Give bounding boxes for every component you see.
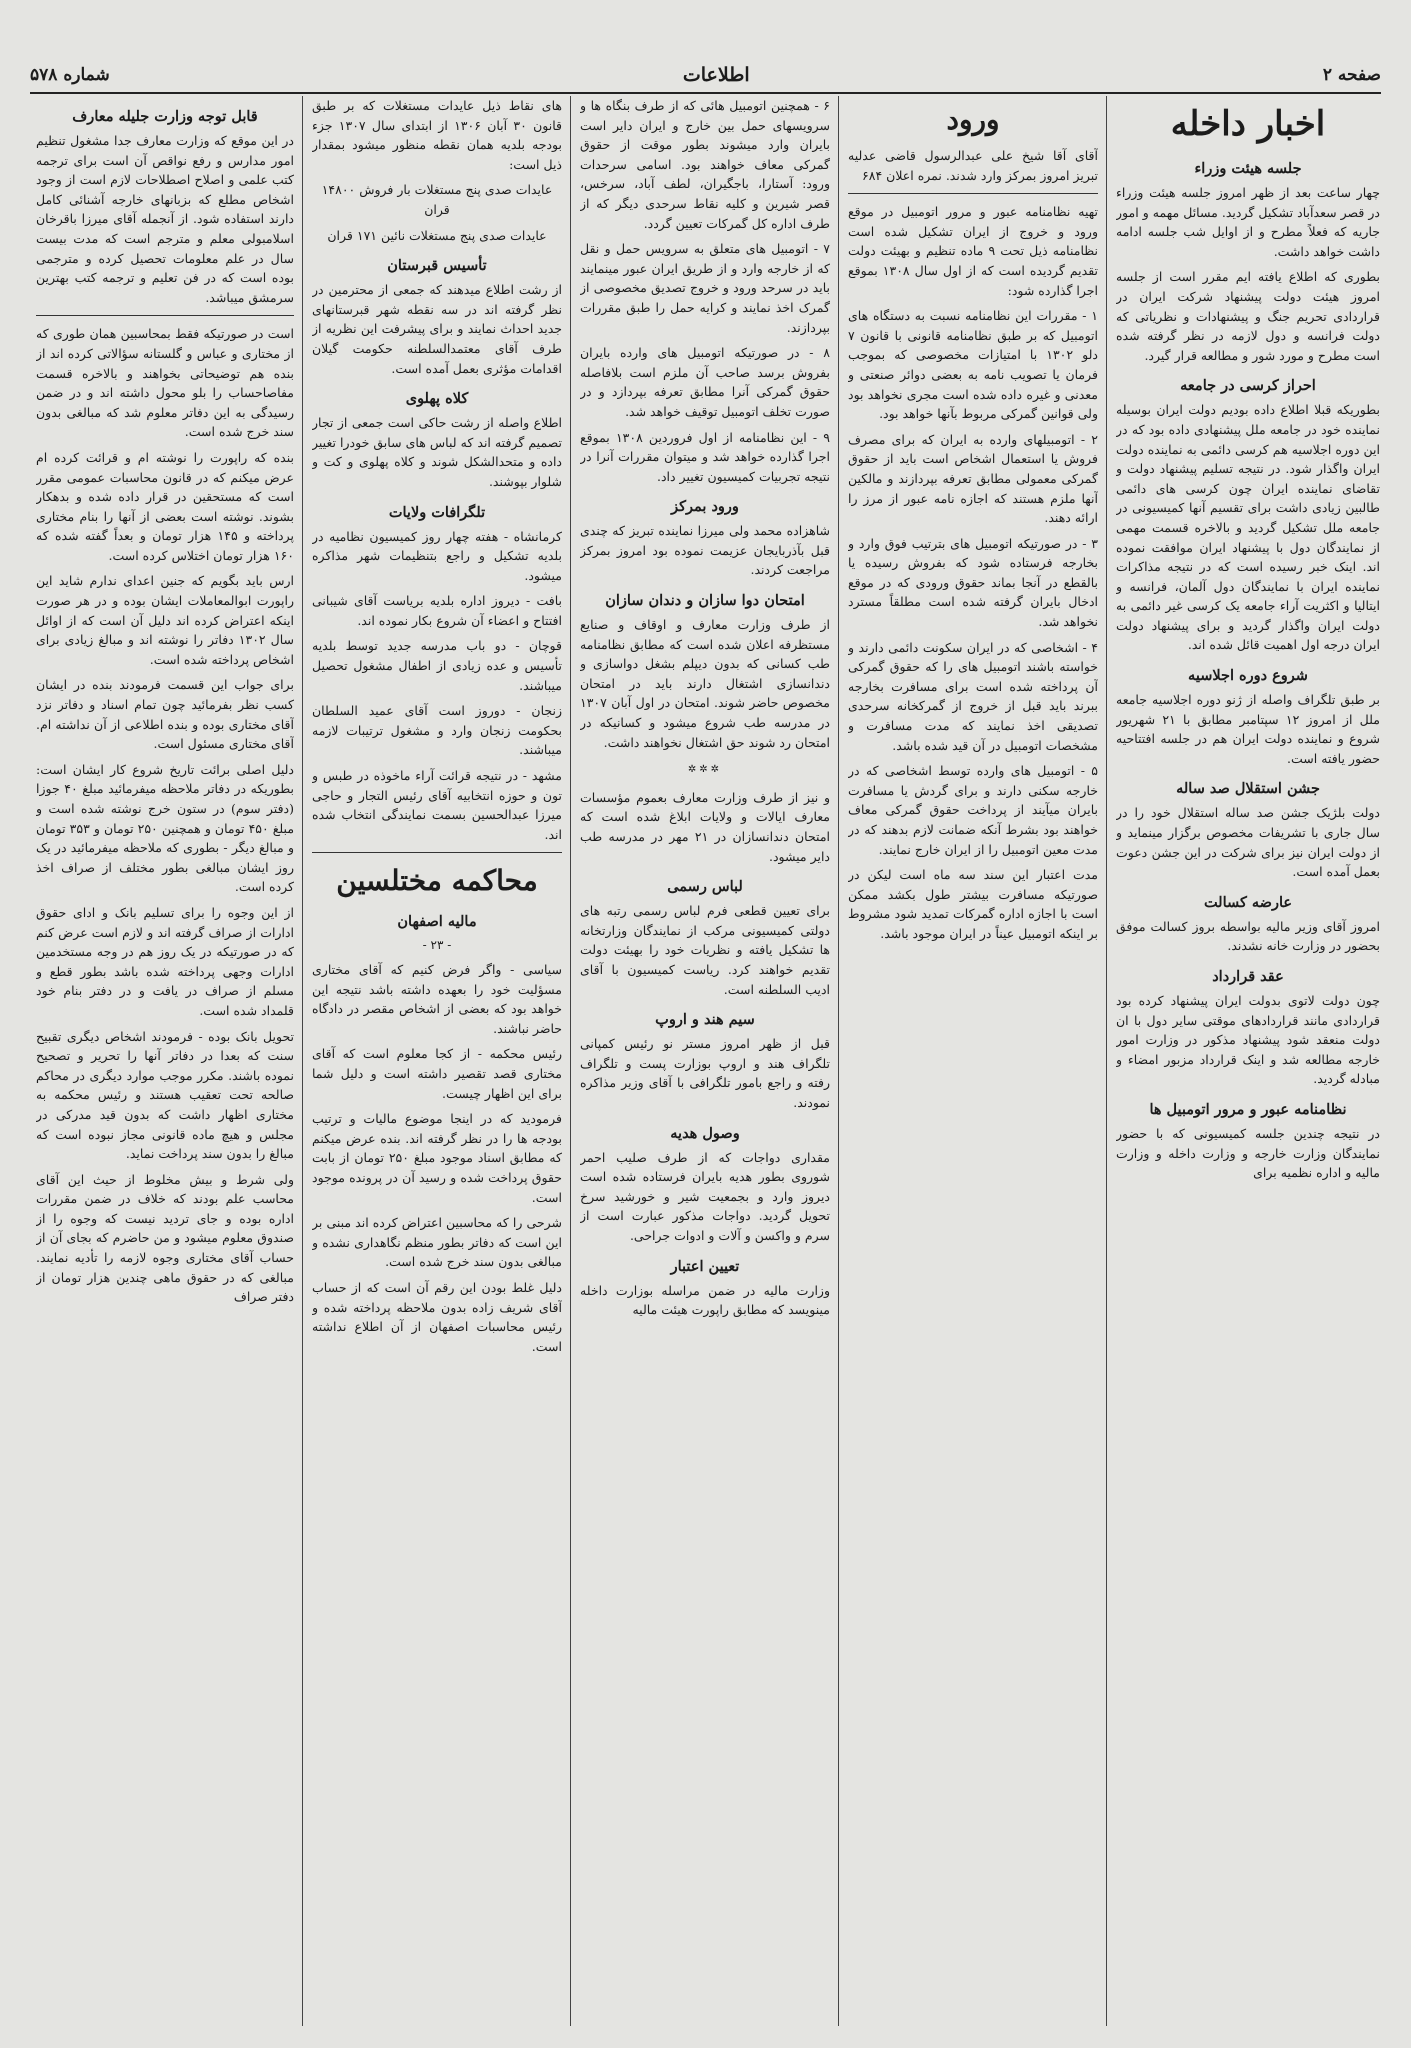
article-text: فرمودید که در اینجا موضوع مالیات و ترتیب بودجه ها را در نظر گرفته اند. بنده عرض میکنم که مطابق اسناد موجود مبلغ ۲۵۰ تومان از بابت حقوق پرداخت شده و رسید آن در پرونده موجود است. (312, 1111, 562, 1205)
article-text: عایدات صدی پنج مستغلات بار فروش ۱۴۸۰۰ قران (321, 182, 553, 217)
article-text: زنجان - دوروز است آقای عمید السلطان بحکومت زنجان وارد و مشغول ترتیبات لازمه میباشند. (312, 703, 562, 758)
article-text: سیاسی - واگر فرض کنیم که آقای مختاری مسؤلیت خود را بعهده داشته باشد نتیجه این خواهد بود که بعضی از اشخاص مقصر در دادگاه حاضر نباشند. (312, 962, 562, 1036)
article-text: ۳ - در صورتیکه اتومبیل های بترتیب فوق وارد و بخارجه فرستاده شود که بفروش رسیده یا بالقطع در آنجا بماند حقوق ورودی که در موقع ادخال بایران گرفته شده است مطلقاً مسترد نخواهد شد. (848, 535, 1098, 630)
column-rule (570, 96, 571, 2026)
paper-name: اطلاعات (682, 64, 750, 86)
article-text: بطوری که اطلاع یافته ایم مقرر است از جلسه امروز هیئت دولت پیشنهاد شرکت ایران در قراردادی تحریم جنگ و پیشنهادات و نظریاتی که دولت فرانسه و دول لازمه در نظر گرفته شده است مطرح و مورد شور و مطالعه قرار گیرد. (1116, 269, 1380, 363)
column-arrivals (848, 96, 1098, 2026)
column-domestic-news (1116, 96, 1380, 2026)
headline-exam: امتحان دوا سازان و دندان سازان (605, 592, 805, 610)
divider (848, 193, 1098, 194)
article-text: دلیل اصلی برائت تاریخ شروع کار ایشان است: بطوریکه در دفاتر ملاحظه میفرمائید مبلغ ۴۰ جوزا (دفتر سوم) در ستون خرج نوشته شده است و مبلغ ۴۵۰ تومان و همچنین ۲۵۰ تومان و ۳۵۳ تومان و مبالغ دیگر - بطوری که ملاحظه میفرمائید در یک روز ایشان مبالغی بطور مختلف از صراف اخذ کرده است. (36, 761, 294, 895)
column-regulations (580, 96, 830, 2026)
headline-cabinet: جلسه هیئت وزراء (1194, 160, 1302, 177)
headline-cemetery: تأسیس قبرستان (387, 257, 487, 275)
column-provinces (312, 96, 562, 2026)
article-text: ۲ - اتومبیلهای وارده به ایران که برای مصرف فروش یا استعمال اشخاص است باید از حقوق گمرکی معمولی مطابق تعرفه بپردازند و مالکین آنها ملزم هستند که اجازه نامه عبور از مرز را ارائه دهند. (848, 431, 1098, 526)
article-text: عایدات صدی پنج مستغلات نائین ۱۷۱ قران (327, 227, 547, 243)
article-text: ارس باید بگویم که جنین اعدای ندارم شاید این راپورت ابوالمعاملات ایشان بوده و در هر صورت اینکه اعتراض کرده اند دلیل آن است که از اوائل سال ۱۳۰۲ دفاتر را نوشته اند و مبالغ زیادی برای اشخاص پرداخته شده است. (36, 573, 294, 667)
article-text: برای جواب این قسمت فرمودند بنده در ایشان کسب نظر بفرمائید چون تمام اسناد و دفاتر نزد آقای مختاری بوده و بنده اطلاعی از آن نداشته ام. آقای مختاری مسئول است. (36, 677, 294, 752)
article-text: و نیز از طرف وزارت معارف بعموم مؤسسات معارف ایالات و ولایات ابلاغ شده است که امتحان دندانسازان در ۲۱ مهر در مدرسه طب دایر میشود. (580, 789, 830, 864)
article-text: بر طبق تلگراف واصله از ژنو دوره اجلاسیه جامعه ملل از امروز ۱۲ سپتامبر مطابق با ۲۱ شهریور شروع و نماینده دولت ایران هم در جلسه افتتاحیه حضور یافته است. (1116, 692, 1380, 766)
article-text: در نتیجه چندین جلسه کمیسیونی که با حضور نمایندگان وزارت خارجه و وزارت داخله و وزارت مالیه و اداره نظمیه برای (1116, 1125, 1380, 1181)
headline-budget: تعیین اعتبار (670, 1257, 740, 1275)
masthead (30, 58, 1381, 94)
article-text: در این موقع که وزارت معارف جدا مشغول تنظیم امور مدارس و رفع نواقص آن است برای ترجمه کتب علمی و اصلاح اصطلاحات لازم است از وجود اشخاص مطلع که بزبانهای خارجه آشنائی کامل دارند استفاده شود. از آنجمله آقای میرزا باقرخان اسلامبولی معلم و مترجم است که مدت بیست سال در علم معلومات تحصیل کرده و مترجمی بوده است که در فن تعلیم و ترجمه کتب بهترین سرمشق میباشد. (36, 133, 294, 305)
trial-subtitle: مالیه اصفهان (397, 913, 477, 931)
issue-number: شماره ۵۷۸ (30, 65, 110, 85)
trial-number: - ۲۳ - (422, 938, 452, 953)
article-text: چهار ساعت بعد از ظهر امروز جلسه هیئت وزراء در قصر سعدآباد تشکیل گردید. مسائل مهمه و امور جاریه که فعلاً مطرح و از اوایل شب جلسه ادامه داشت خواهد داشت. (1116, 185, 1380, 259)
column-rule (1106, 96, 1107, 2026)
article-text: کرمانشاه - هفته چهار روز کمیسیون نظامیه در بلدیه تشکیل و راجع بتنظیمات شهر مذاکره میشود. (312, 528, 562, 583)
divider (36, 315, 294, 316)
headline-traffic: نظامنامه عبور و مرور اتومبیل ها (1149, 1100, 1347, 1118)
headline-session: شروع دوره اجلاسیه (1188, 667, 1308, 685)
columns (30, 96, 1380, 2036)
article-text: مدت اعتبار این سند سه ماه است لیکن در صورتیکه مسافرت بیشتر طول بکشد ممکن است با اجازه اداره گمرکات تمدید شود مشروط بر اینکه اتومبیل عیناً در ایران موجود باشد. (848, 867, 1098, 941)
separator-stars: ✲✲✲ (687, 764, 723, 776)
article-text: تهیه نظامنامه عبور و مرور اتومبیل در موقع ورود و خروج از ایران تشکیل شده است نظامنامه ذیل تحت ۹ ماده تنظیم و بهیئت دولت تقدیم گردیده است که از اول سال ۱۳۰۸ بموقع اجرا گذارده شود: (848, 204, 1098, 298)
headline-treaty: عقد قرارداد (1212, 968, 1284, 985)
article-text: شرحی را که محاسبین اعتراض کرده اند مبنی بر این است که دفاتر بطور منظم نگاهداری نشده و مبالغی بدون سند خرج شده است. (312, 1215, 562, 1270)
article-text: از این وجوه را برای تسلیم بانک و ادای حقوق ادارات از صراف گرفته اند و لازم است عرض کنم که در صورتیکه در یک روز هم در وجه مستخدمین ادارات وجهی پرداخته شده باشد بطور قطع و مسلم از صراف در یافت و در دفتر بنام خود قلمداد شده است. (36, 904, 294, 1018)
article-text: دلیل غلط بودن این رقم آن است که از حساب آقای شریف زاده بدون ملاحظه پرداخته شده و رئیس محاسبات اصفهان از آن اطلاع نداشته است. (312, 1279, 562, 1354)
article-text: اطلاع واصله از رشت حاکی است جمعی از تجار تصمیم گرفته اند که لباس های سابق خودرا تغییر داده و متحدالشکل شوند و کلاه پهلوی و کت و شلوار بپوشند. (312, 415, 562, 489)
page-number: صفحه ۲ (1322, 65, 1381, 85)
headline-gift: وصول هدیه (670, 1124, 740, 1142)
headline-uniform: لباس رسمی (667, 878, 743, 896)
article-text: ۸ - در صورتیکه اتومبیل های وارده بایران بفروش برسد صاحب آن ملزم است بلافاصله حقوق گمرکی آنرا مطابق تعرفه بپردازد و در صورت تخلف اتومبیل توقیف خواهد شد. (580, 345, 830, 419)
headline-telegraph: سیم هند و اروپ (655, 1011, 755, 1029)
article-text: مشهد - در نتیجه قرائت آراء ماخوذه در طبس و تون و حوزه انتخابیه آقای رئیس التجار و حاجی میرزا عبدالحسین بسمت نمایندگی انتخاب شده اند. (312, 768, 562, 842)
divider (312, 852, 562, 853)
article-text: بطوریکه قبلا اطلاع داده بودیم دولت ایران بوسیله نماینده خود در جامعه ملل پیشنهادی داده بود که در این دوره اجلاسیه هم کرسی دائمی به نماینده دولت ایران واگذار شود. در نتیجه تسلیم پیشنهاد دولت و تقاضای نماینده ایران چون کرسی های دائمی طالبین زیادی داشت برای تقسیم آنها کمیسیونی در جامعه ملل تشکیل گردید و بالاخره قسمت مهمی از نمایندگان دول با پیشنهاد ایران موافقت نموده اند. اینک خبر رسیده است که در نتیجه مذاکرات نماینده ایران با نمایندگان دول آلمان، فرانسه و ایتالیا و اکثریت آراء جامعه یک کرسی غیر دائمی به دولت ایران واگذار گردید و برای پیشنهاد دولت ایران درجه اول اهمیت قائل شده اند. (1116, 402, 1380, 653)
article-text: ۴ - اشخاصی که در ایران سکونت دائمی دارند و خواسته باشند اتومبیل های را که حقوق گمرکی آن پرداخته شده است برای مسافرت بخارجه ببرند باید قبل از خروج از گمرکخانه سرحدی تصدیقی اخذ نمایند که مدت مسافرت و مشخصات اتومبیل در آن قید شده باشد. (848, 639, 1098, 753)
article-text: رئیس محکمه - از کجا معلوم است که آقای مختاری قصد تقصیر داشته است و دلیل شما برای این اظهار چیست. (312, 1046, 562, 1101)
article-text: ولی شرط و بیش مخلوط از حیث این آقای محاسب علم بودند که خلاف در ضمن مقررات اداره بوده و جای تردید نیست که وجوه را از صندوق معلوم میشود و من حاضرم که بجای آن از حساب آقای مختاری وجوه لازمه را تأدیه نمایند. مبالغی که در حقوق ماهی چندین هزار تومان از دفتر صراف (36, 1171, 294, 1305)
article-text: ۹ - این نظامنامه از اول فروردین ۱۳۰۸ بموقع اجرا گذارده خواهد شد و میتوان مقررات آنرا در نتیجه تجربیات کمیسیون تغییر داد. (580, 429, 830, 484)
column-rule (838, 96, 839, 2026)
article-text: بنده که راپورت را نوشته ام و قرائت کرده ام عرض میکنم که در قانون محاسبات عمومی مقرر است که مستحقین در قرار داده شده و بدهکار بشوند. نوشته است بعضی از آنها را بنام مختاری پرداخته و ۱۴۵ هزار تومان و بعداً گفته شده که ۱۶۰ هزار تومان اختلاس کرده است. (36, 449, 294, 563)
section-title-arrival: ورود (946, 103, 1000, 136)
article-text: ۱ - مقررات این نظامنامه نسبت به دستگاه های اتومبیل که بر طبق نظامنامه قانونی با قانون ۷ دلو ۱۳۰۲ با امتیازات مخصوصی که بموجب فرمان یا تصویب نامه به بعضی دوائر صنعتی و معدنی و غیره داده شده است مجری نخواهد بود ولی قوانین گمرکی مربوط بآنها خواهد بود. (848, 308, 1098, 422)
article-text: وزارت مالیه در ضمن مراسله بوزارت داخله مینویسد که مطابق راپورت هیئت مالیه (580, 1282, 830, 1318)
article-text: مقداری دواجات که از طرف صلیب احمر شوروی بطور هدیه بایران فرستاده شده است دیروز وارد و بجمعیت شیر و خورشید سرخ تحویل گردید. دواجات مذکور عبارت است از سرم و واکسن و آلات و ادوات جراحی. (580, 1149, 830, 1243)
headline-education-ministry: قابل توجه وزارت جلیله معارف (72, 108, 258, 125)
article-text: از طرف وزارت معارف و اوقاف و صنایع مستظرفه اعلان شده است که مطابق نظامنامه طب کسانی که بدون دیپلم بشغل دواسازی و دندانسازی اشتغال دارند باید در امتحان مخصوص حاضر شوند. امتحان در اول آبان ۱۳۰۷ در مدرسه طب شروع میشود و کسانیکه در امتحان رد شوند حق اشتغال نخواهند داشت. (580, 617, 830, 750)
article-text: شاهزاده محمد ولی میرزا نماینده تبریز که چندی قبل بآذربایجان عزیمت نموده بود امروز بمرکز مراجعت کردند. (580, 523, 830, 578)
article-text: از رشت اطلاع میدهند که جمعی از محترمین در نظر گرفته اند در سه نقطه شهر قبرستانهای جدید احداث نمایند و برای پیشرفت این نظریه از طرف آقای معتمدالسلطنه حکومت گیلان اقدامات مؤثری بعمل آمده است. (312, 282, 562, 376)
article-text: قبل از ظهر امروز مستر نو رئیس کمپانی تلگراف هند و اروپ بوزارت پست و تلگراف رفته و راجع بامور تلگرافی با آقای وزیر مذاکره نمودند. (580, 1036, 830, 1110)
headline-illness: عارضه کسالت (1203, 893, 1293, 911)
article-text: تحویل بانک بوده - فرمودند اشخاص دیگری تقبیح سنت که بعدا در دفاتر آنها را تحریر و تصحیح نموده باشند. مکرر موجب موارد دیگری در محاکم صالحه تحت تعقیب هستند و رئیس محکمه به مختاری اظهار داشت که بدون قید مدرکی در مجلس و هیچ ماده قانونی مجاز نبوده است که مبالغ را بدون سند پرداخت نماید. (36, 1028, 294, 1162)
article-text: است در صورتیکه فقط بمحاسبین همان طوری که از مختاری و عباس و گلستانه سؤالاتی کرده اند از بنده هم توضیحاتی بخواهند و بالاخره قسمت مفاصاحساب را بلو محول داشته اند و در ضمن رسیدگی به این دفاتر معلوم شد که مبالغی بدون سند خرج شده است. (36, 326, 294, 440)
article-text: ۵ - اتومبیل های وارده توسط اشخاصی که در خارجه سکنی دارند و برای گردش یا مسافرت بایران میآیند از پرداخت حقوق گمرکی معاف خواهند بود بشرط آنکه ضمانت لازم بدهند که در مدت معین اتومبیل را از ایران خارج نمایند. (848, 763, 1098, 857)
article-text: برای تعیین قطعی فرم لباس رسمی رتبه های دولتی کمیسیونی مرکب از نمایندگان وزارتخانه ها تشکیل یافته و نظریات خود را بهیئت دولت تقدیم خواهند کرد. ریاست کمیسیون با آقای ادیب السلطنه است. (580, 903, 830, 997)
article-text: آقای آقا شیخ علی عبدالرسول قاضی عدلیه تبریز امروز بمرکز وارد شدند. نمره اعلان ۶۸۴ (848, 148, 1098, 183)
article-text: چون دولت لاتوی بدولت ایران پیشنهاد کرده بود قراردادی مانند قراردادهای موقتی سایر دول با ان دولت منعقد شود پیشنهاد مذکور در وزارت امور خارجه مطالعه شد و اینک قرارداد مزبور امضاء و مبادله گردید. (1116, 993, 1380, 1087)
headline-arrival-capital: ورود بمرکز (671, 498, 739, 516)
article-text: امروز آقای وزیر مالیه بواسطه بروز کسالت موفق بحضور در وزارت خانه نشدند. (1116, 918, 1380, 954)
article-text: بافت - دیروز اداره بلدیه بریاست آقای شیبانی افتتاح و اعضاء آن شروع بکار نموده اند. (312, 593, 562, 628)
column-rule (302, 96, 303, 2026)
headline-seat: احراز کرسی در جامعه (1180, 377, 1316, 395)
article-text: ۷ - اتومبیل های متعلق به سرویس حمل و نقل که از خارجه وارد و از طریق ایران عبور مینمایند باید در سرحد ورود و خروج تصدیق مخصوصی از گمرک اخذ نمایند و کرایه حمل را طبق مقررات بپردازند. (580, 241, 830, 335)
headline-pahlavi-hat: کلاه پهلوی (405, 390, 469, 408)
column-education (36, 96, 294, 2026)
article-text: دولت بلژیک جشن صد ساله استقلال خود را در سال جاری با تشریفات مخصوص برگزار مینماید و از دولت ایران نیز برای شرکت در این جشن دعوت بعمل آمده است. (1116, 805, 1380, 880)
section-title-domestic: اخبار داخله (1170, 104, 1326, 144)
headline-centenary: جشن استقلال صد ساله (1176, 780, 1320, 798)
article-text: ۶ - همچنین اتومبیل هائی که از طرف بنگاه ها و سرویسهای حمل بین خارج و ایران دایر است بایران وارد میشوند بطور موقت از حقوق گمرکی معاف خواهند بود. اسامی سرحدات ورود: آستارا، باجگیران، لطف آباد، سرخس، قصر شیرین و کلیه نقاط سرحدی دیگر که از طرف اداره کل گمرکات تعیین گردد. (580, 98, 830, 231)
section-title-trial: محاکمه مختلسین (336, 864, 538, 898)
article-text: های نقاط ذیل عایدات مستغلات که بر طبق قانون ۳۰ آبان ۱۳۰۶ از ابتدای سال ۱۳۰۷ جزء بودجه بلدیه همان نقطه منظور میشود بمقدار ذیل است: (312, 98, 562, 172)
article-text: قوچان - دو باب مدرسه جدید توسط بلدیه تأسیس و عده زیادی از اطفال مشغول تحصیل میباشند. (312, 638, 562, 693)
headline-telegrams: تلگرافات ولایات (388, 503, 486, 521)
